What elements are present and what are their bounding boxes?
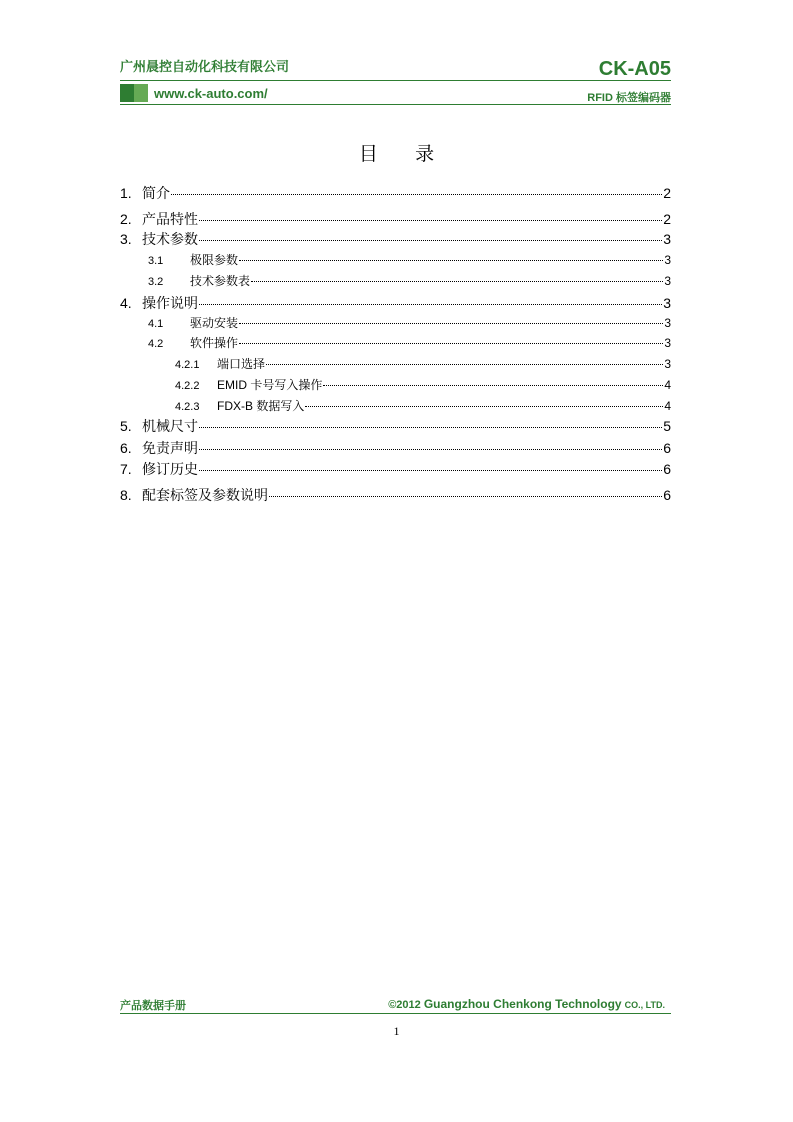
- footer-company-suffix: CO., LTD.: [624, 1000, 665, 1010]
- toc-entry[interactable]: [120, 355, 671, 373]
- toc-entry-number: 6.: [120, 440, 132, 456]
- toc-leader: [171, 194, 662, 195]
- footer-copyright-year: ©2012: [388, 999, 421, 1011]
- header-divider-top: [120, 80, 671, 81]
- toc-leader: [199, 470, 662, 471]
- toc-entry-label: 技术参数: [142, 231, 198, 247]
- toc-leader: [239, 343, 663, 344]
- toc-title: 目 录: [358, 144, 451, 165]
- toc-entry-page: 4: [664, 378, 671, 392]
- toc-entry-page: 2: [663, 185, 671, 201]
- toc-entry[interactable]: [120, 229, 671, 247]
- toc-leader: [199, 304, 662, 305]
- toc-entry-label: 驱动安装: [190, 316, 239, 330]
- toc-entry[interactable]: [120, 397, 671, 415]
- toc-entry[interactable]: [120, 485, 671, 503]
- toc-entry[interactable]: [120, 459, 671, 477]
- toc-entry[interactable]: [120, 438, 671, 456]
- toc-entry-page: 3: [664, 357, 671, 371]
- toc-entry-page: 3: [663, 231, 671, 247]
- toc-entry-page: 5: [663, 418, 671, 434]
- toc-leader: [199, 449, 662, 450]
- footer-doc-type: 产品数据手册: [120, 1000, 186, 1012]
- toc-entry-page: 3: [664, 253, 671, 267]
- toc-entry-page: 2: [663, 211, 671, 227]
- toc-entry-page: 6: [663, 461, 671, 477]
- toc-entry[interactable]: [120, 293, 671, 311]
- company-name: 广州晨控自动化科技有限公司: [120, 59, 290, 74]
- footer-company: Guangzhou Chenkong Technology: [423, 997, 622, 1011]
- toc-entry[interactable]: [120, 416, 671, 434]
- toc-entry-label: 端口选择: [217, 357, 266, 371]
- toc-entry-page: 3: [664, 316, 671, 330]
- toc-entry[interactable]: [120, 272, 671, 290]
- toc-leader: [323, 385, 663, 386]
- toc-entry-number: 4.2: [148, 338, 164, 350]
- toc-entry-page: 6: [663, 487, 671, 503]
- toc-leader: [266, 364, 663, 365]
- toc-entry-number: 2.: [120, 211, 132, 227]
- toc-entry-number: 1.: [120, 185, 132, 201]
- toc-entry-number: 8.: [120, 487, 132, 503]
- toc-entry[interactable]: [120, 314, 671, 332]
- toc-entry-label: 技术参数表: [190, 274, 251, 288]
- toc-entry-number: 4.: [120, 295, 132, 311]
- toc-entry[interactable]: [120, 376, 671, 394]
- footer-divider: [120, 1013, 671, 1014]
- toc-entry-page: 3: [664, 274, 671, 288]
- toc-entry[interactable]: [120, 183, 671, 201]
- footer-copyright: [388, 997, 665, 1011]
- toc-entry-page: 6: [663, 440, 671, 456]
- toc-entry-number: 4.2.3: [175, 401, 200, 413]
- toc-entry-number: 7.: [120, 461, 132, 477]
- product-name: RFID 标签编码器: [587, 92, 671, 104]
- toc-leader: [199, 220, 662, 221]
- toc-entry[interactable]: [120, 334, 671, 352]
- toc-entry-label: 软件操作: [190, 336, 239, 350]
- toc-entry-label: 极限参数: [190, 253, 239, 267]
- toc-entry-label: 简介: [142, 185, 170, 201]
- toc-leader: [199, 240, 662, 241]
- toc-entry-page: 4: [664, 399, 671, 413]
- toc-entry-number: 5.: [120, 418, 132, 434]
- toc-leader: [199, 427, 662, 428]
- website-link[interactable]: www.ck-auto.com/: [154, 86, 268, 101]
- toc-entry[interactable]: [120, 209, 671, 227]
- toc-entry-number: 4.1: [148, 318, 164, 330]
- toc-leader: [251, 281, 663, 282]
- toc-entry-number: 4.2.2: [175, 380, 200, 392]
- toc-entry-page: 3: [663, 295, 671, 311]
- toc-entry-number: 4.2.1: [175, 359, 200, 371]
- toc-leader: [305, 406, 663, 407]
- toc-leader: [269, 496, 662, 497]
- page-number: 1: [393, 1024, 400, 1038]
- toc-leader: [239, 260, 663, 261]
- toc-entry[interactable]: [120, 251, 671, 269]
- logo-block-light: [134, 84, 148, 102]
- toc-entry-label: 配套标签及参数说明: [142, 487, 268, 503]
- toc-entry-number: 3.: [120, 231, 132, 247]
- toc-entry-page: 3: [664, 336, 671, 350]
- model-number: CK-A05: [598, 58, 671, 80]
- toc-entry-label: 修订历史: [142, 461, 198, 477]
- toc-entry-label: 产品特性: [142, 211, 198, 227]
- toc-leader: [239, 323, 663, 324]
- header-divider-bottom: [120, 104, 671, 105]
- toc-entry-label: EMID 卡号写入操作: [217, 378, 323, 392]
- toc-entry-number: 3.1: [148, 255, 164, 267]
- toc-entry-label: 操作说明: [142, 295, 198, 311]
- toc-entry-number: 3.2: [148, 276, 164, 288]
- logo-block-dark: [120, 84, 134, 102]
- toc-entry-label: 机械尺寸: [142, 418, 198, 434]
- toc-entry-label: FDX-B 数据写入: [217, 399, 305, 413]
- toc-entry-label: 免责声明: [142, 440, 198, 456]
